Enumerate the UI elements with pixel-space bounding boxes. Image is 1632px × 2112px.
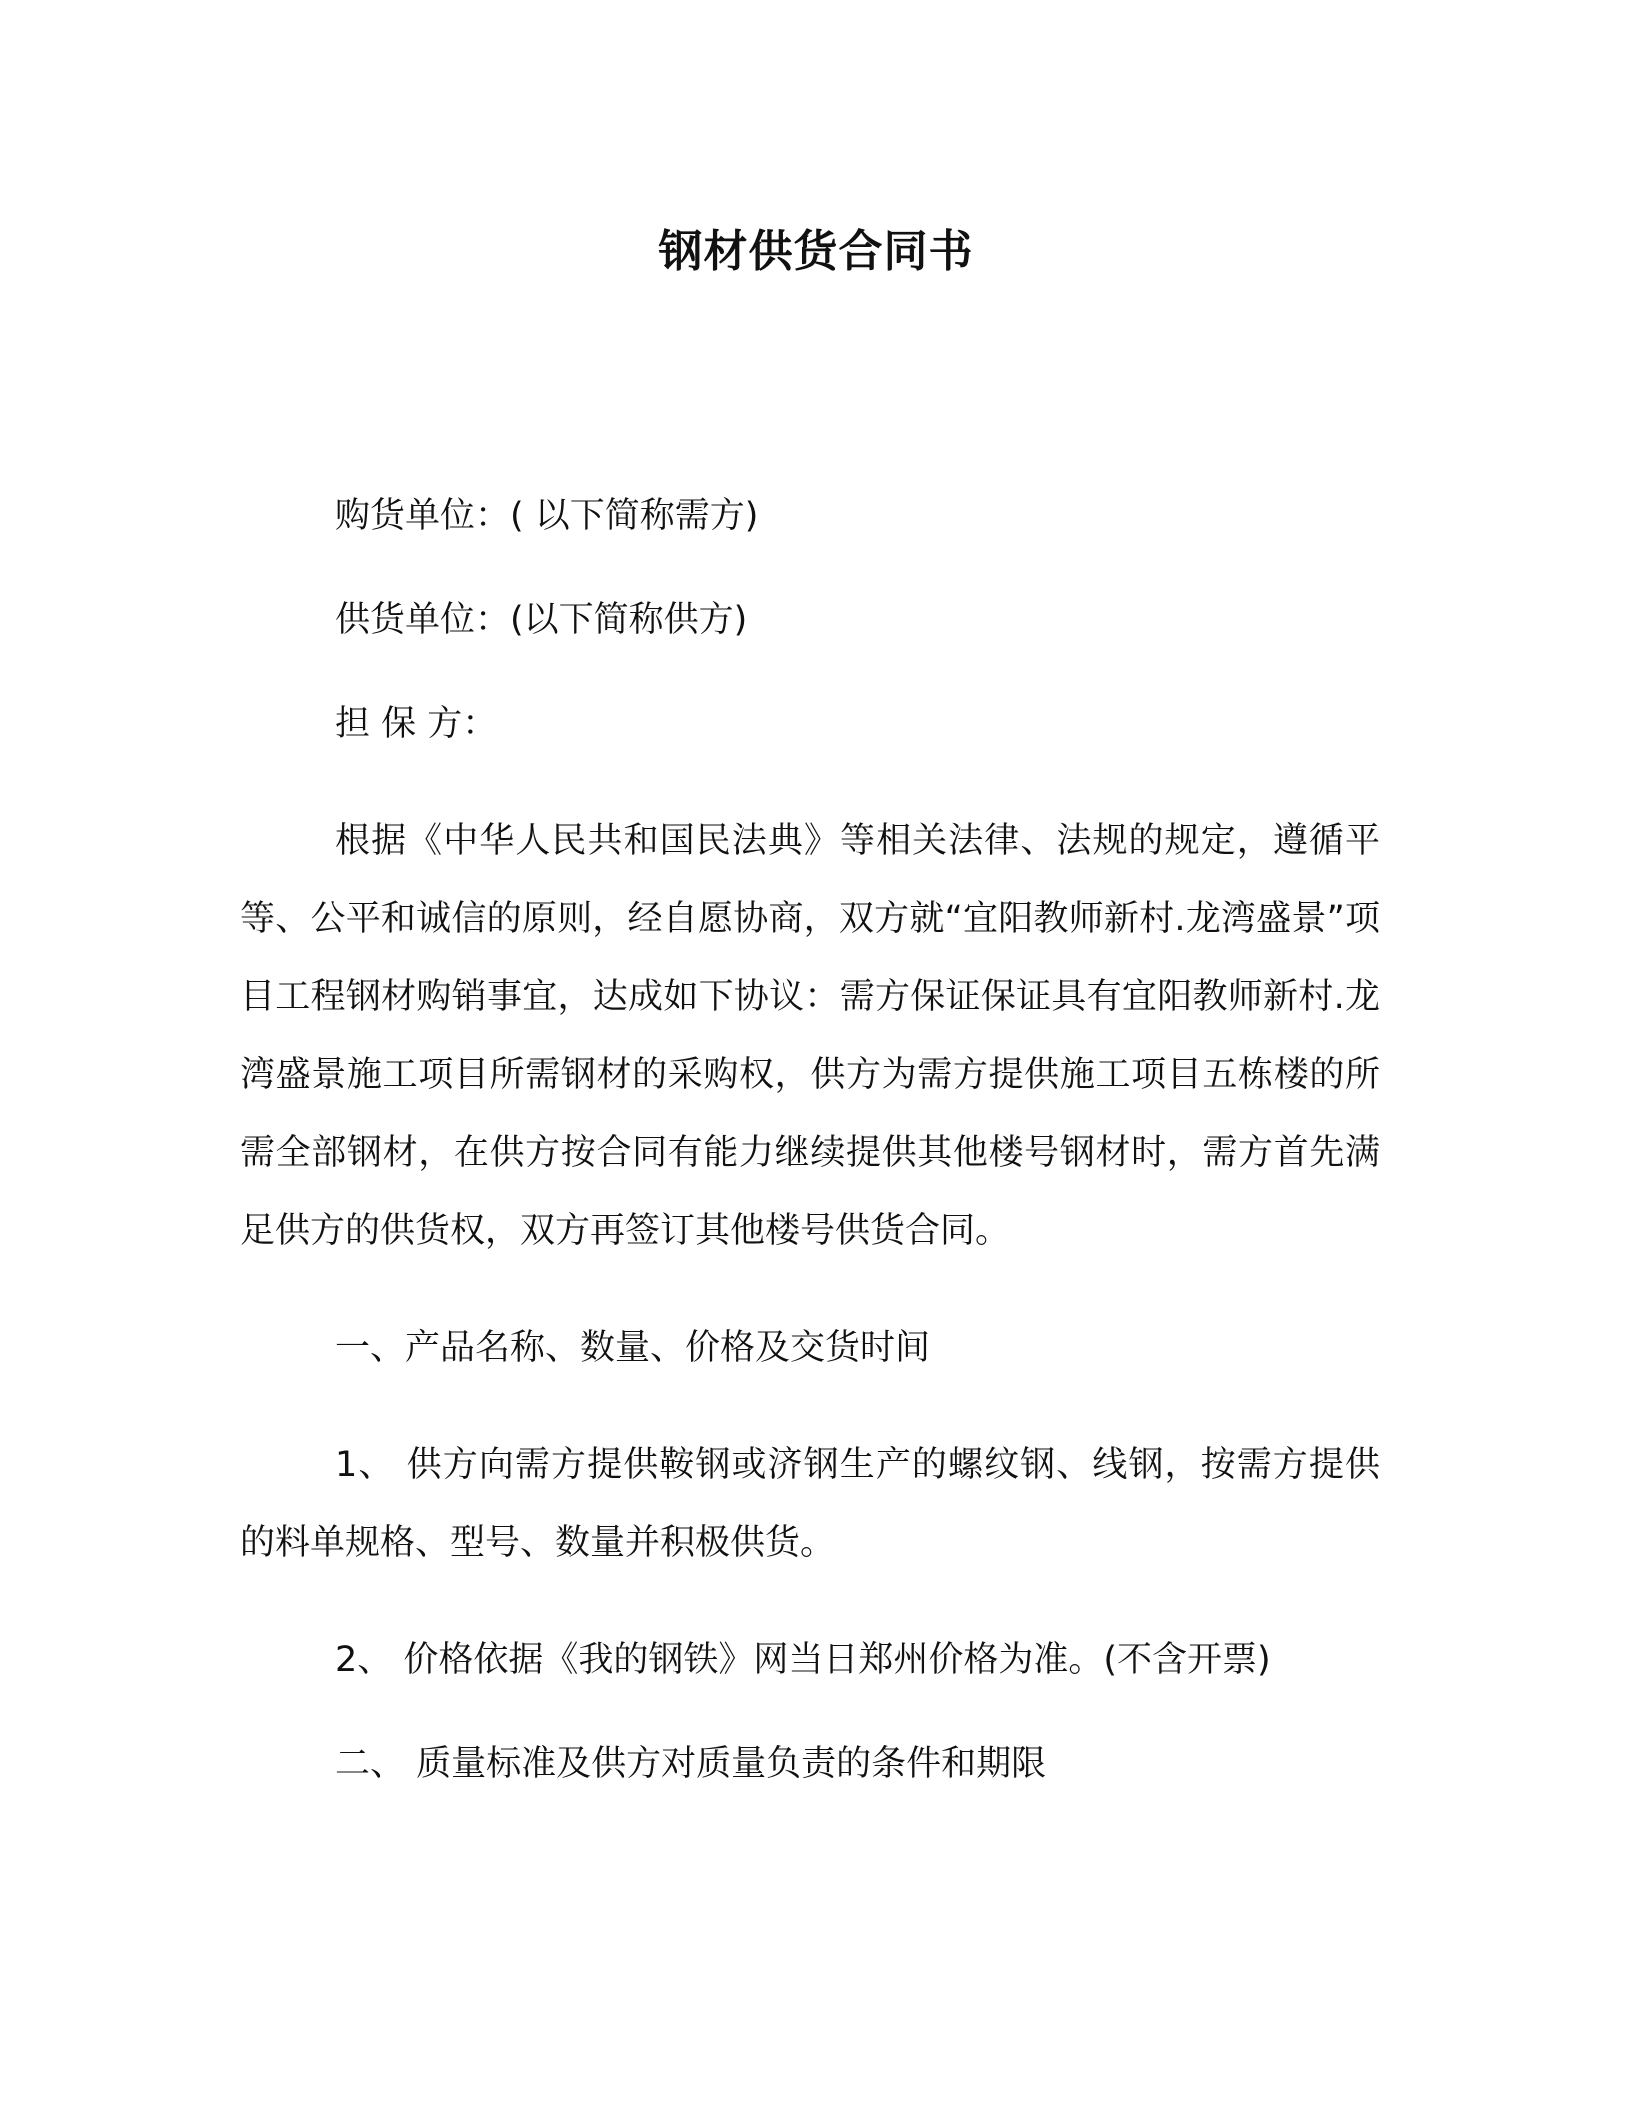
- buyer-line: 购货单位：( 以下简称需方): [335, 496, 759, 536]
- clause-1: 1、 供方向需方提供鞍钢或济钢生产的螺纹钢、线钢，按需方提供的料单规格、型号、数量并积极供货。: [240, 1445, 1380, 1563]
- section-1-heading: 一、产品名称、数量、价格及交货时间: [335, 1328, 931, 1368]
- section-2-heading: 二、 质量标准及供方对质量负责的条件和期限: [335, 1744, 1047, 1784]
- intro-paragraph: 根据《中华人民共和国民法典》等相关法律、法规的规定，遵循平等、公平和诚信的原则，经自愿协商，双方就“宜阳教师新村.龙湾盛景”项目工程钢材购销事宜，达成如下协议：需方保证保证具有宜阳教师新村.龙湾盛景施工项目所需钢材的采购权，供方为需方提供施工项目五栋楼的所需全部钢材，在供方按合同有能力继续提供其他楼号钢材时，需方首先满足供方的供货权，双方再签订其他楼号供货合同。: [240, 821, 1380, 1251]
- guarantor-line: 担 保 方：: [335, 704, 498, 744]
- seller-line: 供货单位：(以下简称供方): [335, 600, 748, 640]
- clause-2: 2、 价格依据《我的钢铁》网当日郑州价格为准。(不含开票): [335, 1640, 1271, 1680]
- document-body: [240, 490, 1380, 1790]
- document-title: 钢材供货合同书: [658, 226, 974, 277]
